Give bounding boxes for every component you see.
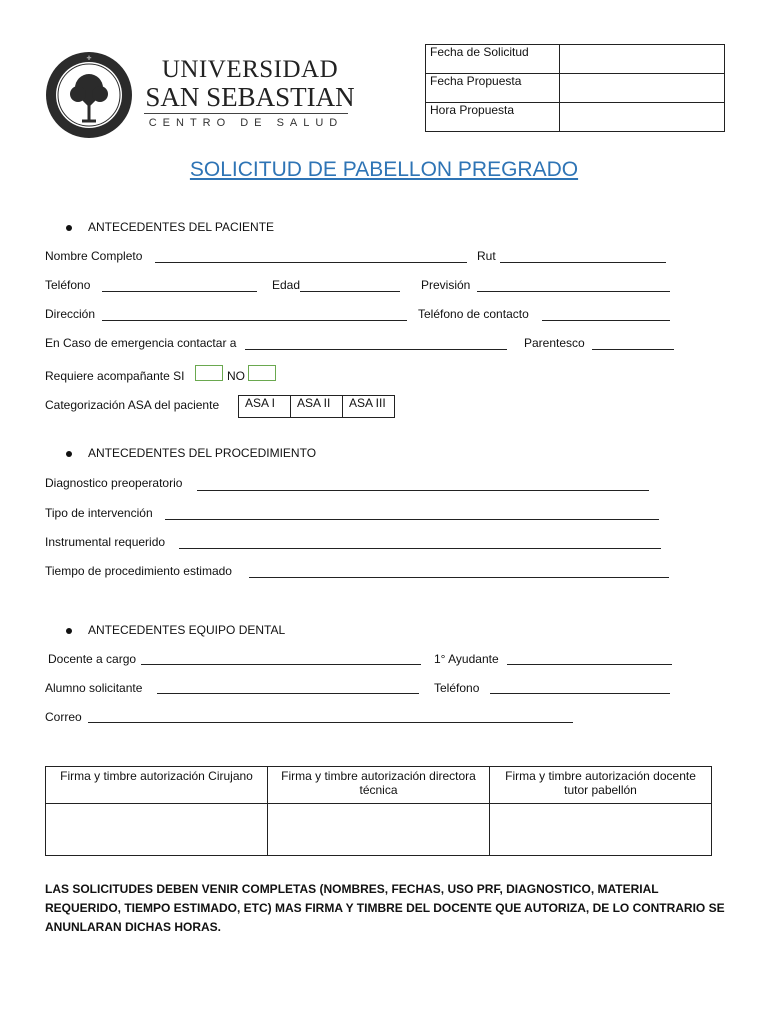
instrumental-label: Instrumental requerido (45, 535, 166, 549)
tiempo-label: Tiempo de procedimiento estimado (45, 564, 232, 578)
ayudante-label: 1° Ayudante (434, 652, 499, 666)
table-row (46, 804, 712, 856)
rut-field[interactable] (500, 262, 666, 263)
centro-de-salud-label: CENTRO DE SALUD (148, 117, 344, 129)
correo-label: Correo (45, 710, 82, 724)
signature-table (45, 766, 712, 856)
fecha-solicitud-label: Fecha de Solicitud (426, 45, 560, 74)
tipo-intervencion-label: Tipo de intervención (45, 506, 153, 520)
telefono-dental-field[interactable] (490, 693, 670, 694)
table-row (426, 45, 725, 74)
prevision-label: Previsión (421, 278, 471, 292)
logo-divider (144, 113, 348, 114)
nombre-field[interactable] (155, 262, 467, 263)
table-row (46, 767, 712, 804)
telefono-contacto-field[interactable] (542, 320, 670, 321)
emergencia-field[interactable] (245, 349, 507, 350)
bullet-icon (66, 225, 72, 231)
diagnostico-label: Diagnostico preoperatorio (45, 476, 183, 490)
asa-i-option[interactable]: ASA I (239, 396, 291, 418)
acompanante-si-checkbox[interactable] (195, 365, 223, 381)
nombre-label: Nombre Completo (45, 249, 143, 263)
university-name-line2: SAN SEBASTIAN (145, 82, 355, 112)
acompanante-no-checkbox[interactable] (248, 365, 276, 381)
bullet-icon (66, 628, 72, 634)
telefono-label: Teléfono (45, 278, 91, 292)
section-heading-patient: ANTECEDENTES DEL PACIENTE (66, 220, 274, 234)
acompanante-no-label: NO (227, 369, 245, 383)
alumno-field[interactable] (157, 693, 419, 694)
diagnostico-field[interactable] (197, 490, 649, 491)
ayudante-field[interactable] (507, 664, 672, 665)
request-dates-table (425, 44, 725, 132)
fecha-solicitud-field[interactable] (560, 45, 725, 74)
signature-cell-directora[interactable] (268, 804, 490, 856)
table-row (426, 74, 725, 103)
correo-field[interactable] (88, 722, 573, 723)
asa-options-table (238, 395, 395, 418)
telefono-contacto-label: Teléfono de contacto (418, 307, 529, 321)
docente-field[interactable] (141, 664, 421, 665)
university-seal-logo (44, 50, 134, 140)
acompanante-label: Requiere acompañante SI (45, 369, 185, 383)
docente-label: Docente a cargo (48, 652, 137, 666)
instrumental-field[interactable] (179, 548, 661, 549)
alumno-label: Alumno solicitante (45, 681, 143, 695)
section-heading-procedure: ANTECEDENTES DEL PROCEDIMIENTO (66, 446, 316, 460)
signature-cell-docente[interactable] (490, 804, 712, 856)
emergencia-label: En Caso de emergencia contactar a (45, 336, 237, 350)
university-name-line1: UNIVERSIDAD (161, 56, 339, 83)
signature-header-cirujano: Firma y timbre autorización Cirujano (46, 767, 268, 804)
prevision-field[interactable] (477, 291, 670, 292)
rut-label: Rut (477, 249, 496, 263)
edad-field[interactable] (300, 291, 400, 292)
signature-cell-cirujano[interactable] (46, 804, 268, 856)
completion-notice: LAS SOLICITUDES DEBEN VENIR COMPLETAS (NOMBRES, FECHAS, USO PRF, DIAGNOSTICO, MATERIAL REQUERIDO, TIEMPO ESTIMADO, ETC) MAS FIRMA Y TIMBRE DEL DOCENTE QUE AUTORIZA, DE LO CONTRARIO SE ANUNLARAN DICHAS HORAS. (45, 882, 725, 934)
asa-iii-option[interactable]: ASA III (343, 396, 395, 418)
section-heading-dental: ANTECEDENTES EQUIPO DENTAL (66, 623, 285, 637)
asa-ii-option[interactable]: ASA II (291, 396, 343, 418)
signature-header-docente: Firma y timbre autorización docente tutor pabellón (490, 767, 712, 804)
edad-label: Edad (272, 278, 301, 292)
table-row (239, 396, 395, 418)
telefono-field[interactable] (102, 291, 257, 292)
table-row (426, 103, 725, 132)
hora-propuesta-field[interactable] (560, 103, 725, 132)
fecha-propuesta-field[interactable] (560, 74, 725, 103)
tipo-intervencion-field[interactable] (165, 519, 659, 520)
asa-label: Categorización ASA del paciente (45, 398, 220, 412)
page-title: SOLICITUD DE PABELLON PREGRADO (189, 158, 579, 181)
signature-header-directora: Firma y timbre autorización directora técnica (268, 767, 490, 804)
parentesco-label: Parentesco (524, 336, 585, 350)
tree-icon (44, 50, 134, 140)
parentesco-field[interactable] (592, 349, 674, 350)
tiempo-field[interactable] (249, 577, 669, 578)
fecha-propuesta-label: Fecha Propuesta (426, 74, 560, 103)
svg-text:✛: ✛ (86, 56, 92, 62)
direccion-label: Dirección (45, 307, 96, 321)
telefono-dental-label: Teléfono (434, 681, 480, 695)
hora-propuesta-label: Hora Propuesta (426, 103, 560, 132)
bullet-icon (66, 451, 72, 457)
direccion-field[interactable] (102, 320, 407, 321)
